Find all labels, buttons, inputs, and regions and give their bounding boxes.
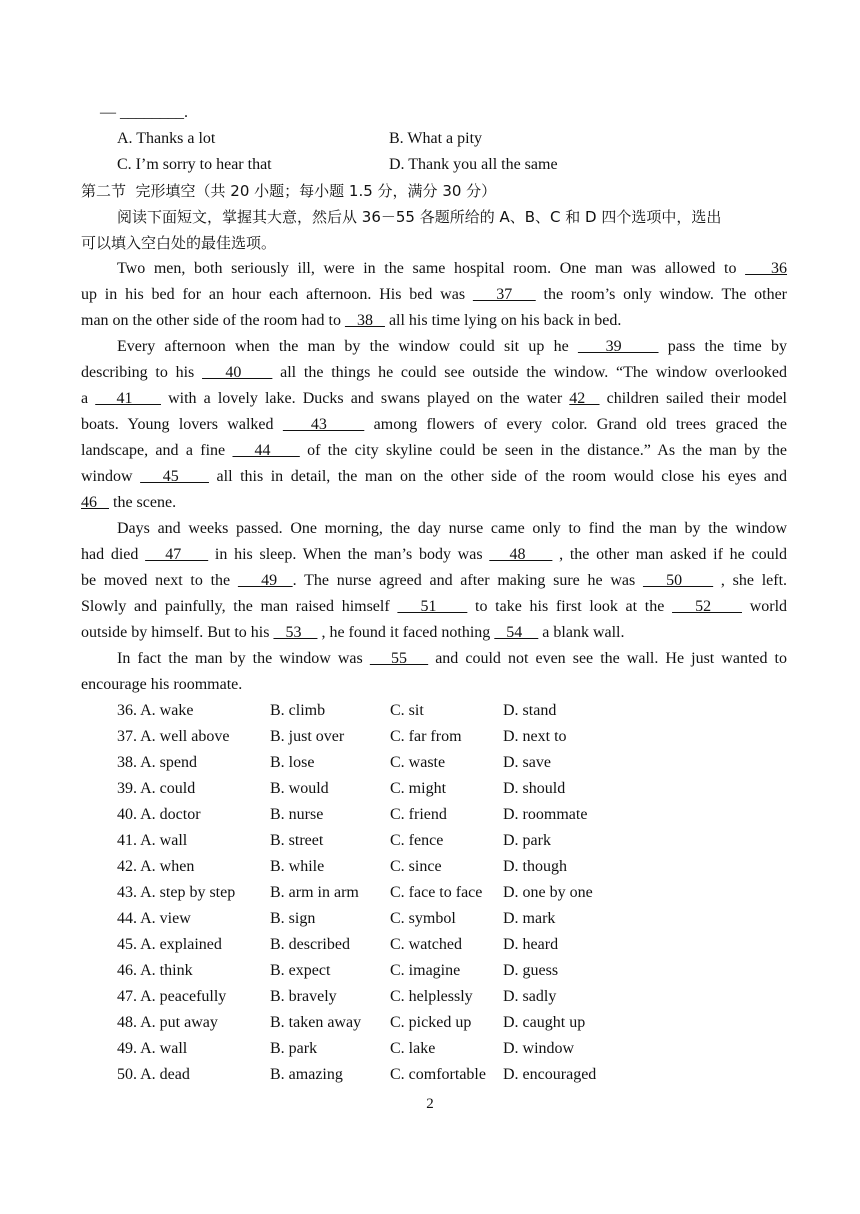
passage-text: pass the time by [658,338,787,355]
choice-option: D. sadly [503,988,557,1005]
choice-option: C. watched [390,936,462,953]
passage-line [81,467,787,487]
choice-option: 50. A. dead [117,1066,190,1083]
passage-text: Two men, both seriously ill, were in the same hospital room. One man was allowed to [117,260,746,277]
choice-option: D. encouraged [503,1066,597,1083]
blank-number: 46 [81,494,109,511]
blank-number: 53 [273,624,318,641]
passage-text: be moved next to the [81,572,238,589]
choice-option: B. taken away [270,1014,362,1031]
choice-option: C. since [390,858,442,875]
passage-line [81,363,787,383]
passage-line [117,649,787,669]
choice-option: D. heard [503,936,559,953]
blank-number: 50 [642,572,714,589]
blank-number: 38 [344,312,385,329]
passage-text: among flowers of every color. Grand old trees graced the [364,416,787,433]
blank-number: 40 [202,364,273,381]
option-a: A. Thanks a lot [117,130,216,147]
passage-text: all the things he could see outside the window. “The window overlooked [272,364,788,381]
question-row [117,753,677,773]
blank-number: 52 [672,598,742,615]
choice-option: D. park [503,832,551,849]
choice-option: D. guess [503,962,559,979]
question-row [117,987,677,1007]
choice-option: D. next to [503,728,567,745]
section-instruction: 阅读下面短文，掌握其大意，然后从 36－55 各题所给的 A、B、C 和 D 四个选项中，选出 [117,208,722,226]
passage-text: Every afternoon when the man by the window could sit up he [117,338,578,355]
passage-line [81,311,621,331]
passage-text: and could not even see the wall. He just wanted to [428,650,787,667]
passage-text: the room’s only window. The other [535,286,788,303]
choice-option: B. park [270,1040,318,1057]
choice-option: D. mark [503,910,556,927]
blank-number: 45 [140,468,209,485]
choice-option: 45. A. explained [117,936,222,953]
passage-text: landscape, and a fine [81,442,233,459]
question-row [117,779,677,799]
passage-text: . The nurse agreed and after making sure he was [292,572,643,589]
passage-text: outside by himself. But to his [81,624,274,641]
passage-line [81,389,787,409]
blank-number: 39 [577,338,659,355]
passage-line [81,571,787,591]
passage-line [81,415,787,435]
choice-option: B. while [270,858,325,875]
choice-option: 48. A. put away [117,1014,218,1031]
passage-text: all this in detail, the man on the other side of the room would close his eyes and [208,468,787,485]
question-row [117,1013,677,1033]
answer-blank-line: — ________. [100,104,188,121]
passage-text: with a lovely lake. Ducks and swans played on the water [160,390,570,407]
choice-option: B. expect [270,962,331,979]
blank-number: 44 [232,442,300,459]
passage-text: to take his first look at the [467,598,673,615]
choice-option: B. would [270,780,329,797]
choice-option: D. save [503,754,551,771]
choice-option: B. described [270,936,350,953]
choice-option: 46. A. think [117,962,193,979]
choice-option: 41. A. wall [117,832,188,849]
choice-option: 37. A. well above [117,728,230,745]
passage-text: encourage his roommate. [81,676,243,693]
question-row [117,727,677,747]
passage-text: , the other man asked if he could [552,546,788,563]
passage-line [81,285,787,305]
passage-text: of the city skyline could be seen in the distance.” As the man by the [299,442,788,459]
choice-option: C. face to face [390,884,483,901]
passage-text: describing to his [81,364,203,381]
option-d: D. Thank you all the same [389,156,558,173]
choice-option: 47. A. peacefully [117,988,227,1005]
passage-text: world [741,598,788,615]
choice-option: B. street [270,832,324,849]
choice-option: D. window [503,1040,575,1057]
choice-option: B. lose [270,754,315,771]
choice-option: 44. A. view [117,910,191,927]
passage-line [81,675,242,695]
passage-line [81,623,625,643]
choice-option: C. might [390,780,447,797]
passage-line [117,337,787,357]
passage-text: , she left. [713,572,788,589]
choice-option: C. fence [390,832,444,849]
section-instruction-cont: 可以填入空白处的最佳选项。 [81,234,277,252]
passage-text: Days and weeks passed. One morning, the day nurse came only to find the man by the window [117,520,787,537]
blank-number: 54 [494,624,539,641]
passage-text: a blank wall. [538,624,625,641]
passage-line [117,259,787,279]
question-row [117,831,677,851]
choice-option: D. roommate [503,806,588,823]
passage-text: children sailed their model [599,390,788,407]
blank-number: 36 [745,260,788,277]
choice-option: D. stand [503,702,557,719]
question-row [117,883,677,903]
passage-text: , he found it faced nothing [317,624,495,641]
question-row [117,805,677,825]
blank-number: 51 [397,598,468,615]
passage-text: up in his bed for an hour each afternoon. His bed was [81,286,473,303]
choice-option: 38. A. spend [117,754,197,771]
choice-option: B. climb [270,702,326,719]
passage-line [81,545,787,565]
choice-option: C. lake [390,1040,436,1057]
choice-option: C. waste [390,754,446,771]
blank-number: 55 [369,650,429,667]
choice-option: 36. A. wake [117,702,194,719]
choice-option: C. picked up [390,1014,472,1031]
choice-option: 39. A. could [117,780,196,797]
choice-option: 49. A. wall [117,1040,188,1057]
passage-line [81,493,176,513]
question-row [117,909,677,929]
passage-text: had died [81,546,146,563]
passage-line [81,597,787,617]
option-c: C. I’m sorry to hear that [117,156,272,173]
choice-option: C. sit [390,702,424,719]
blank-number: 48 [489,546,553,563]
choice-option: D. should [503,780,566,797]
section-title: 第二节 完形填空（共 20 小题；每小题 1.5 分，满分 30 分） [81,182,497,200]
choice-option: C. symbol [390,910,456,927]
choice-option: B. bravely [270,988,337,1005]
choice-option: B. arm in arm [270,884,359,901]
passage-text: boats. Young lovers walked [81,416,283,433]
choice-option: C. friend [390,806,447,823]
choice-option: 42. A. when [117,858,195,875]
choice-option: D. caught up [503,1014,586,1031]
choice-option: C. far from [390,728,462,745]
choice-option: 43. A. step by step [117,884,236,901]
question-row [117,857,677,877]
option-b: B. What a pity [389,130,483,147]
passage-line [117,519,787,539]
question-row [117,1039,677,1059]
passage-text: in his sleep. When the man’s body was [208,546,490,563]
choice-option: B. nurse [270,806,324,823]
blank-number: 49 [237,572,293,589]
question-row [117,701,677,721]
choice-option: C. comfortable [390,1066,486,1083]
question-row [117,1065,677,1085]
blank-number: 41 [95,390,161,407]
choice-option: C. helplessly [390,988,473,1005]
choice-option: D. though [503,858,567,875]
passage-text: In fact the man by the window was [117,650,370,667]
passage-line [81,441,787,461]
choice-option: B. sign [270,910,316,927]
blank-number: 42 [569,390,600,407]
blank-number: 47 [145,546,209,563]
blank-number: 43 [282,416,365,433]
choice-option: B. just over [270,728,345,745]
passage-text: window [81,468,141,485]
choice-option: C. imagine [390,962,461,979]
passage-text: Slowly and painfully, the man raised himself [81,598,398,615]
passage-text: a [81,390,96,407]
question-row [117,935,677,955]
choice-option: 40. A. doctor [117,806,201,823]
page-number: 2 [426,1096,434,1112]
passage-text: the scene. [109,494,177,511]
passage-text: all his time lying on his back in bed. [384,312,622,329]
question-row [117,961,677,981]
choice-option: D. one by one [503,884,593,901]
choice-option: B. amazing [270,1066,343,1083]
blank-number: 37 [472,286,536,303]
passage-text: man on the other side of the room had to [81,312,345,329]
